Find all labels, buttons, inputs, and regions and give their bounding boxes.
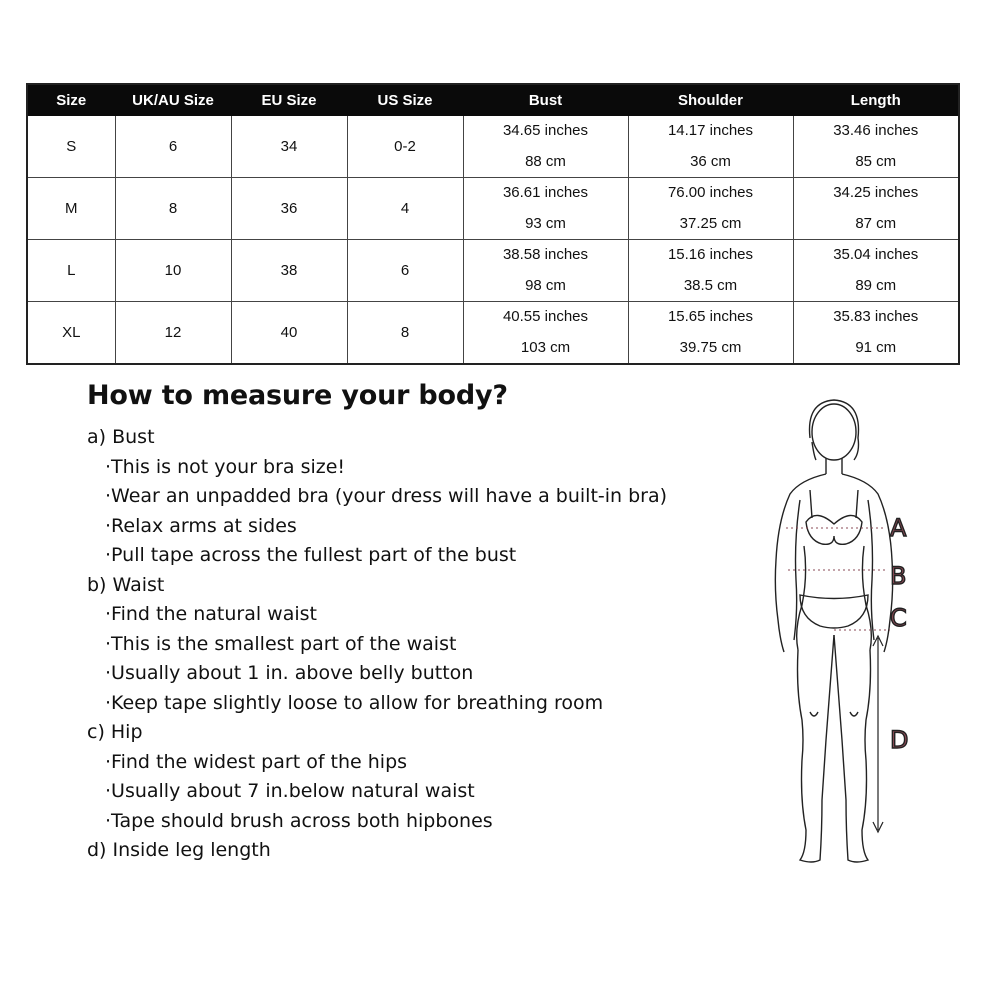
cell-size: XL [27,302,115,365]
shoulder-inches: 15.65 inches [667,308,754,326]
cell-uk-au: 8 [115,178,231,240]
section-hip [87,718,747,836]
shoulder-cm: 38.5 cm [683,276,738,294]
section-heading: b) Waist [87,573,165,596]
section-inside-leg [87,836,747,866]
table-row [27,116,959,178]
shoulder-cm: 37.25 cm [679,214,742,232]
table-row [27,240,959,302]
cell-shoulder [628,178,793,240]
cell-bust [463,178,628,240]
cell-length [793,240,959,302]
cell-eu: 40 [231,302,347,365]
list-item: ·This is the smallest part of the waist [105,632,457,655]
length-cm: 91 cm [855,338,897,356]
list-item: ·Relax arms at sides [105,514,297,537]
cell-bust [463,240,628,302]
list-item: ·Wear an unpadded bra (your dress will have a built-in bra) [105,485,668,507]
section-heading: a) Bust [87,426,155,448]
label-d: D [890,726,909,754]
cell-eu: 34 [231,116,347,178]
cell-uk-au: 6 [115,116,231,178]
bust-cm: 88 cm [525,152,566,170]
body-measurement-figure [750,390,990,880]
label-a: A [890,514,907,542]
header-length: Length [793,84,959,116]
length-inches: 33.46 inches [833,122,919,140]
length-inches: 35.83 inches [833,308,919,326]
shoulder-cm: 39.75 cm [679,338,742,356]
table-header-row [27,84,959,116]
cell-shoulder [628,116,793,178]
cell-length [793,178,959,240]
label-c: C [890,604,907,632]
cell-shoulder [628,302,793,365]
cell-size: S [27,116,115,178]
header-shoulder: Shoulder [628,84,793,116]
label-b: B [890,562,907,590]
cell-eu: 36 [231,178,347,240]
section-heading: c) Hip [87,721,143,743]
table-row [27,302,959,365]
length-cm: 87 cm [855,214,897,232]
cell-uk-au: 10 [115,240,231,302]
cell-length [793,302,959,365]
header-us-size: US Size [347,84,463,116]
shoulder-cm: 36 cm [690,152,731,170]
header-eu-size: EU Size [231,84,347,116]
cell-us: 8 [347,302,463,365]
header-bust: Bust [463,84,628,116]
length-cm: 85 cm [855,152,897,170]
length-cm: 89 cm [855,276,897,294]
cell-bust [463,116,628,178]
list-item: ·Find the widest part of the hips [105,750,408,773]
measure-guide [87,380,747,866]
bust-cm: 93 cm [525,214,566,232]
length-inches: 34.25 inches [833,184,919,202]
bust-cm: 103 cm [520,338,571,356]
cell-us: 0-2 [347,116,463,178]
bust-inches: 38.58 inches [502,246,589,264]
section-waist [87,571,747,719]
shoulder-inches: 76.00 inches [667,184,754,202]
shoulder-inches: 14.17 inches [667,122,754,140]
bust-inches: 36.61 inches [502,184,589,202]
list-item: ·This is not your bra size! [105,455,346,478]
header-uk-au-size: UK/AU Size [115,84,231,116]
cell-shoulder [628,240,793,302]
body-outline-icon [750,390,990,880]
guide-title: How to measure your body? [87,380,508,411]
list-item: ·Find the natural waist [105,603,317,625]
list-item: ·Pull tape across the fullest part of the bust [105,544,517,566]
list-item: ·Usually about 1 in. above belly button [105,662,474,684]
list-item: ·Tape should brush across both hipbones [105,809,493,832]
cell-us: 4 [347,178,463,240]
shoulder-inches: 15.16 inches [667,246,754,264]
cell-size: M [27,178,115,240]
cell-length [793,116,959,178]
section-bust [87,423,747,571]
bust-cm: 98 cm [525,276,566,294]
bust-inches: 40.55 inches [502,308,589,326]
list-item: ·Usually about 7 in.below natural waist [105,780,475,802]
length-inches: 35.04 inches [833,246,919,264]
header-size: Size [27,84,115,116]
cell-us: 6 [347,240,463,302]
cell-size: L [27,240,115,302]
bust-inches: 34.65 inches [502,122,589,140]
section-heading: d) Inside leg length [87,839,271,861]
cell-eu: 38 [231,240,347,302]
size-chart-table [26,83,960,365]
cell-uk-au: 12 [115,302,231,365]
table-row [27,178,959,240]
cell-bust [463,302,628,365]
list-item: ·Keep tape slightly loose to allow for breathing room [105,691,604,714]
